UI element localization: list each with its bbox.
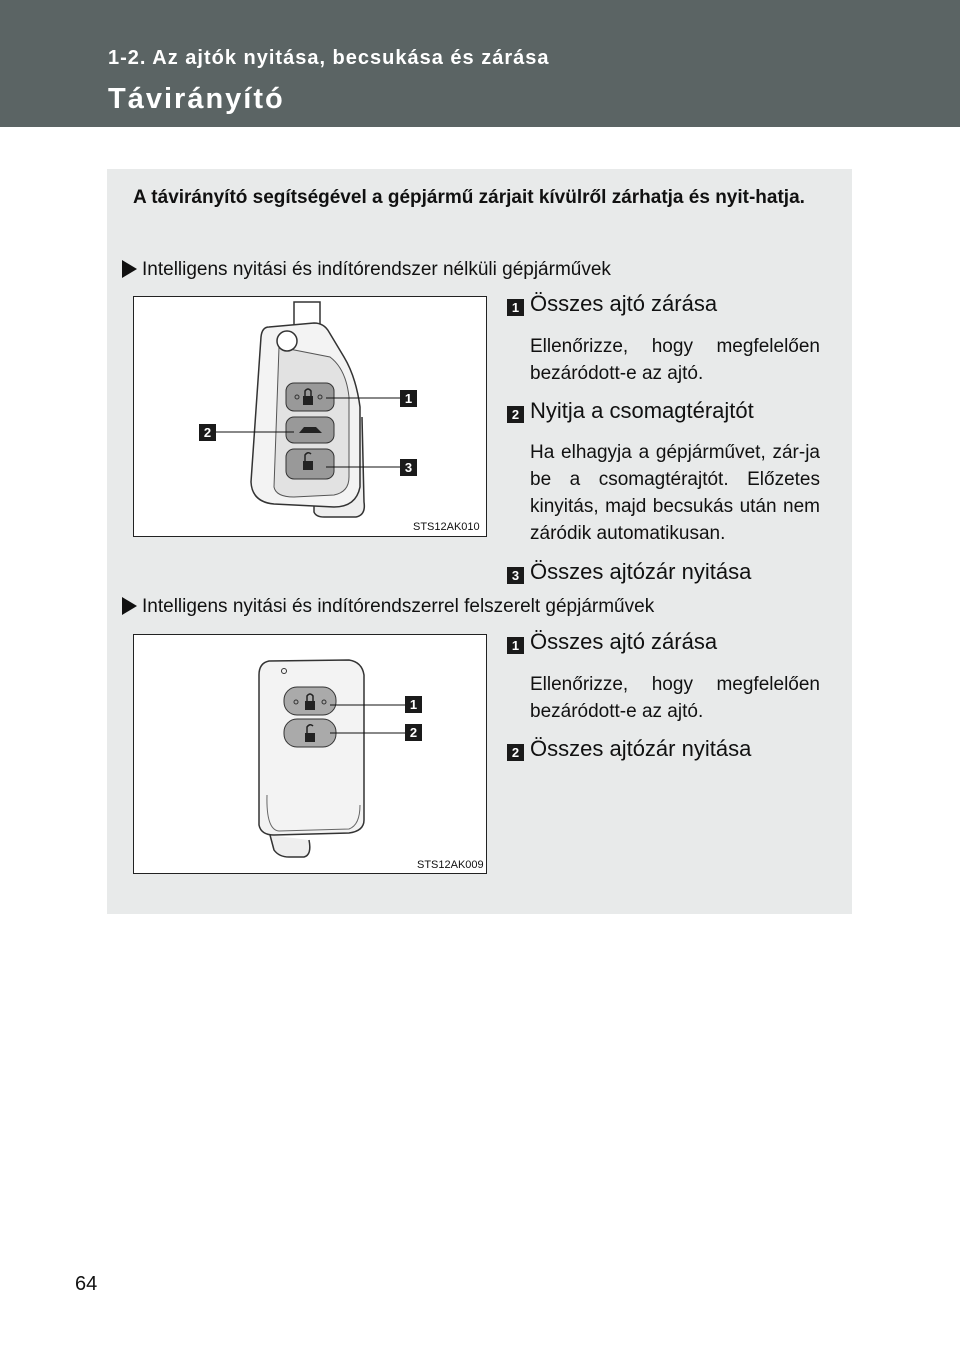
v2-item-2: 2 Összes ajtózár nyitása bbox=[507, 736, 751, 762]
callout-2: 2 bbox=[405, 724, 422, 741]
figure-folding-key bbox=[133, 296, 487, 537]
triangle-bullet-icon bbox=[122, 260, 137, 278]
section-heading: 1-2. Az ajtók nyitása, becsukása és zárása bbox=[108, 47, 550, 69]
variant1-heading: Intelligens nyitási és indítórendszer nélküli gépjárművek bbox=[122, 259, 611, 281]
intro-text: A távirányító segítségével a gépjármű zárjait kívülről zárhatja és nyit-hatja. bbox=[133, 187, 805, 208]
v1-item-2-desc: Ha elhagyja a gépjárművet, zár-ja be a csomagtérajtót. Előzetes kinyitás, majd becsukás után nem záródik automatikusan. bbox=[530, 442, 820, 544]
v2-item-1: 1 Összes ajtó zárása bbox=[507, 629, 717, 655]
callout-1: 1 bbox=[400, 390, 417, 407]
triangle-bullet-icon bbox=[122, 597, 137, 615]
figure-smart-key bbox=[133, 634, 487, 874]
variant2-heading: Intelligens nyitási és indítórendszerrel felszerelt gépjárművek bbox=[122, 596, 654, 618]
figure-code: STS12AK010 bbox=[413, 521, 480, 533]
callout-3: 3 bbox=[400, 459, 417, 476]
callout-1: 1 bbox=[405, 696, 422, 713]
v1-item-1: 1 Összes ajtó zárása bbox=[507, 291, 717, 317]
page-number: 64 bbox=[75, 1273, 98, 1295]
page-title: Távirányító bbox=[108, 83, 285, 115]
v1-item-3: 3 Összes ajtózár nyitása bbox=[507, 559, 751, 585]
v1-item-1-desc: Ellenőrizze, hogy megfelelően bezáródott-e az ajtó. bbox=[530, 336, 820, 384]
figure-code: STS12AK009 bbox=[417, 859, 484, 871]
page-header bbox=[0, 0, 960, 127]
smart-key-illustration bbox=[134, 635, 486, 873]
folding-key-illustration bbox=[134, 297, 486, 536]
callout-2: 2 bbox=[199, 424, 216, 441]
v2-item-1-desc: Ellenőrizze, hogy megfelelően bezáródott-e az ajtó. bbox=[530, 674, 820, 722]
v1-item-2: 2 Nyitja a csomagtérajtót bbox=[507, 398, 754, 424]
